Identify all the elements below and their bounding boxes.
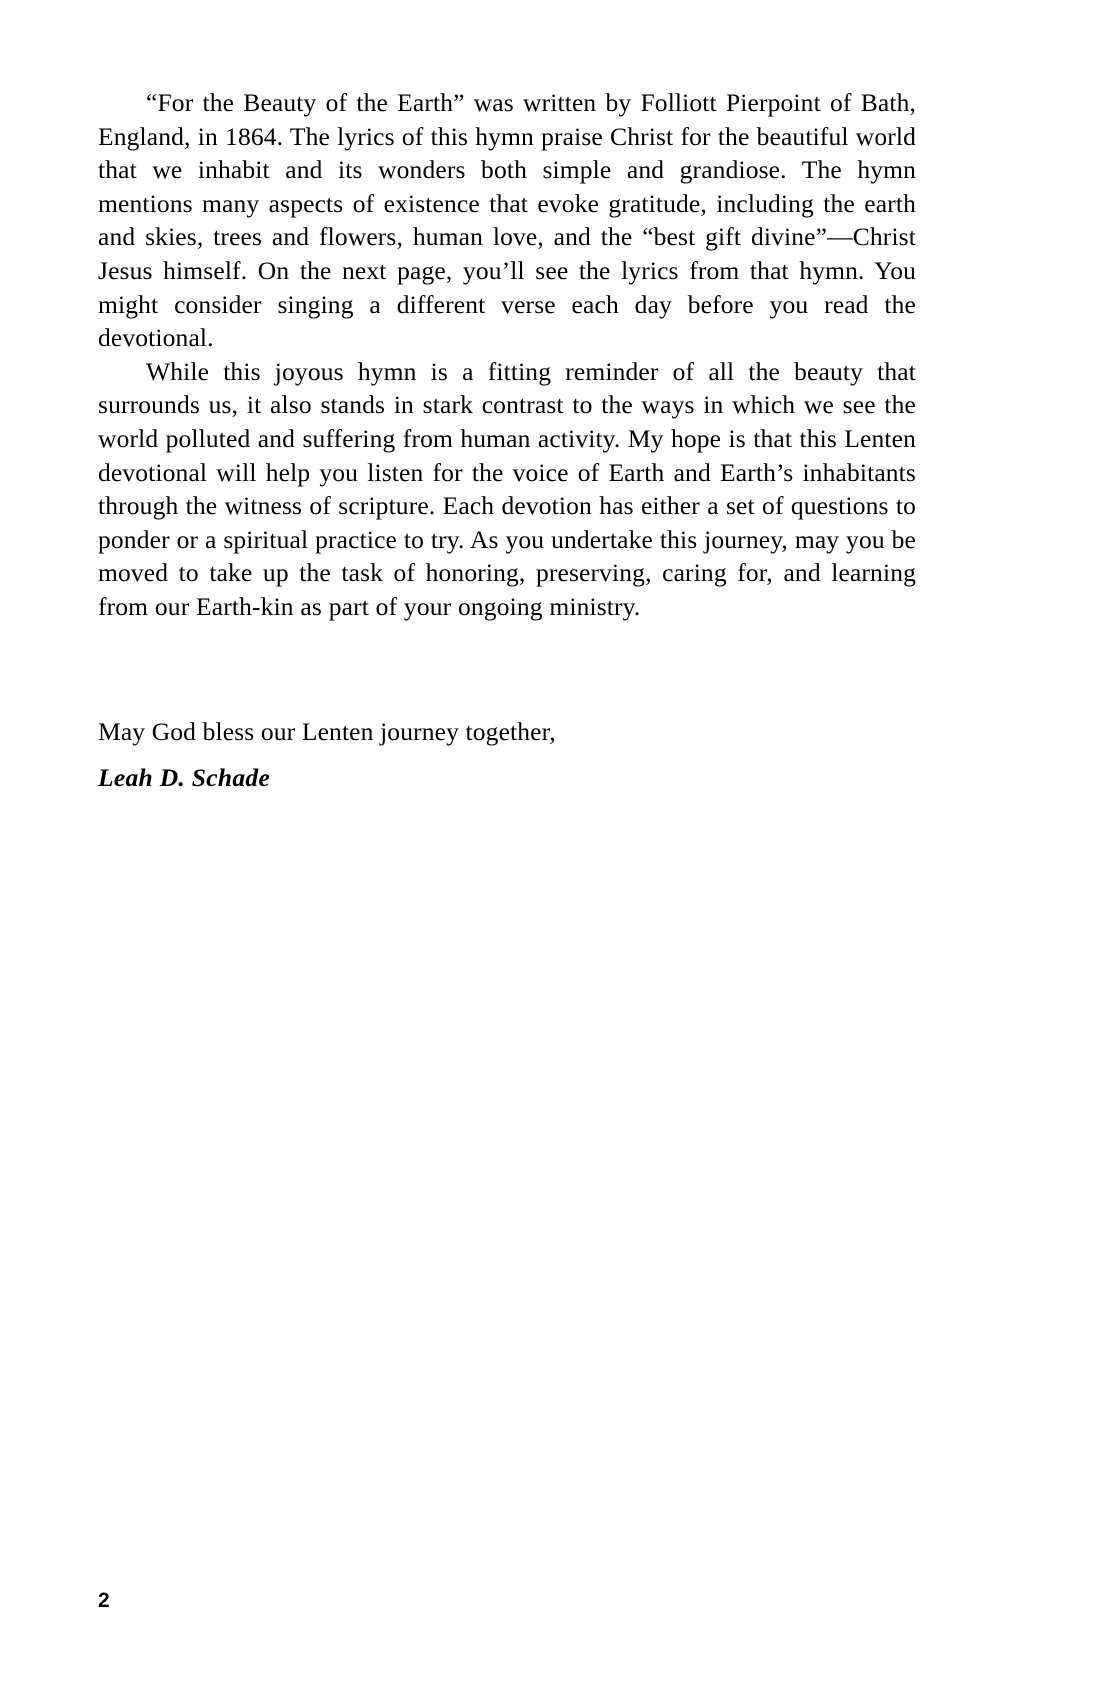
page-number: 2 [98,1589,110,1612]
author-signature: Leah D. Schade [98,762,271,792]
paragraph-1: “For the Beauty of the Earth” was written by Folliott Pierpoint of Bath, England, in 1864. The lyrics of this hymn praise Christ for the beautiful world that we inhabit and its wonders both simple and grandiose. The hymn mentions many aspects of existence that evoke gratitude, including the earth and skies, trees and flowers, human love, and the “best gift divine”—Christ Jesus himself. On the next page, you’ll see the lyrics from that hymn. You might consider singing a different verse each day before you read the devotional. [98,88,916,353]
paragraph-2: While this joyous hymn is a fitting reminder of all the beauty that surrounds us, it also stands in stark contrast to the ways in which we see the world polluted and suffering from human activity. My hope is that this Lenten devotional will help you listen for the voice of Earth and Earth’s inhabitants through the witness of scripture. Each devotion has either a set of questions to ponder or a spiritual practice to try. As you undertake this journey, may you be moved to take up the task of honoring, preserving, caring for, and learning from our Earth-kin as part of your ongoing ministry. [98,356,916,621]
closing-salutation: May God bless our Lenten journey together, [98,717,556,746]
body-text-block [98,86,916,624]
closing-block [98,715,916,794]
